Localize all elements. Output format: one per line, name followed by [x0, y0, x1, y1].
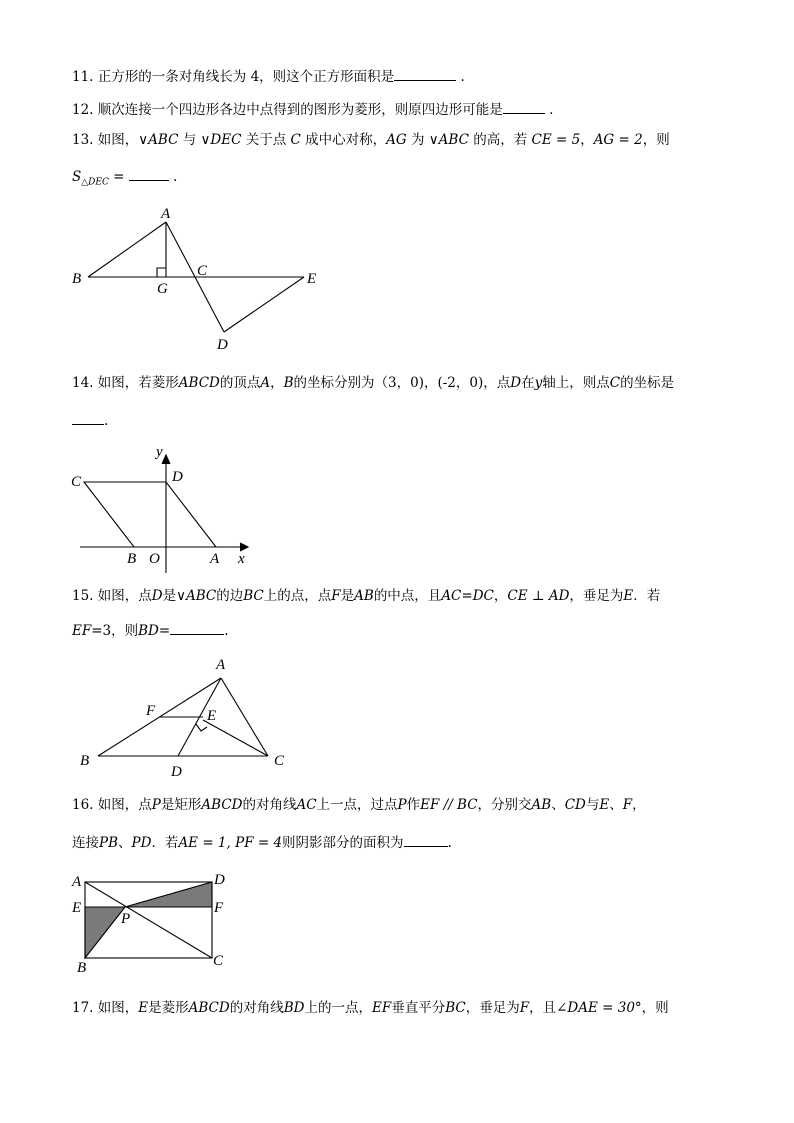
question-17: 17. 如图，E是菱形ABCD的对角线BD上的一点，EF垂直平分BC，垂足为F，且∠DAE = 30°，则 [72, 1000, 669, 1016]
label-G: G [157, 281, 168, 297]
label-C: C [274, 753, 285, 769]
question-11: 11. 正方形的一条对角线长为 4，则这个正方形面积是 . [72, 66, 465, 87]
label-E: E [72, 900, 82, 916]
label-D: D [171, 764, 182, 780]
label-C: C [71, 474, 82, 490]
question-14: 14. 如图，若菱形ABCD的顶点A，B的坐标分别为（3，0)，(-2，0)，点D在y轴上，则点C的坐标是 [72, 375, 675, 391]
label-F: F [214, 900, 224, 916]
label-C: C [197, 263, 208, 279]
question-14-line2: . [72, 410, 108, 431]
question-16: 16. 如图，点P是矩形ABCD的对角线AC上一点，过点P作EF // BC，分别交AB、CD与E、F， [72, 797, 646, 813]
label-B: B [127, 551, 137, 567]
label-x: x [238, 551, 245, 567]
label-B: B [77, 960, 87, 976]
label-D: D [172, 469, 183, 485]
question-15-line2: EF=3，则BD= . [72, 620, 229, 641]
question-16-line2: 连接PB、PD．若AE = 1, PF = 4则阴影部分的面积为 . [72, 832, 452, 853]
label-F: F [146, 703, 156, 719]
question-12: 12. 顺次连接一个四边形各边中点得到的图形为菱形，则原四边形可能是 . [72, 99, 553, 120]
question-13-line2: $S_{\triangle DEC}$ = . [72, 166, 177, 193]
label-A: A [210, 551, 220, 567]
label-A: A [72, 874, 82, 890]
label-C: C [213, 953, 224, 969]
question-13: 13. 如图，∨ABC 与 ∨DEC 关于点 C 成中心对称，AG 为 ∨ABC 的高，若 CE = 5，AG = 2，则 [72, 132, 670, 148]
label-P: P [121, 911, 131, 927]
question-15: 15. 如图，点D是∨ABC的边BC上的点，点F是AB的中点，且AC=DC，CE ⊥ AD，垂足为E．若 [72, 588, 661, 604]
label-E: E [207, 708, 217, 724]
label-B: B [72, 271, 82, 287]
label-D: D [214, 872, 225, 888]
label-O: O [149, 551, 160, 567]
label-A: A [216, 657, 226, 673]
label-A: A [161, 206, 171, 222]
label-E: E [307, 271, 317, 287]
label-D: D [217, 337, 228, 353]
label-y: y [156, 444, 163, 460]
label-B: B [80, 753, 90, 769]
